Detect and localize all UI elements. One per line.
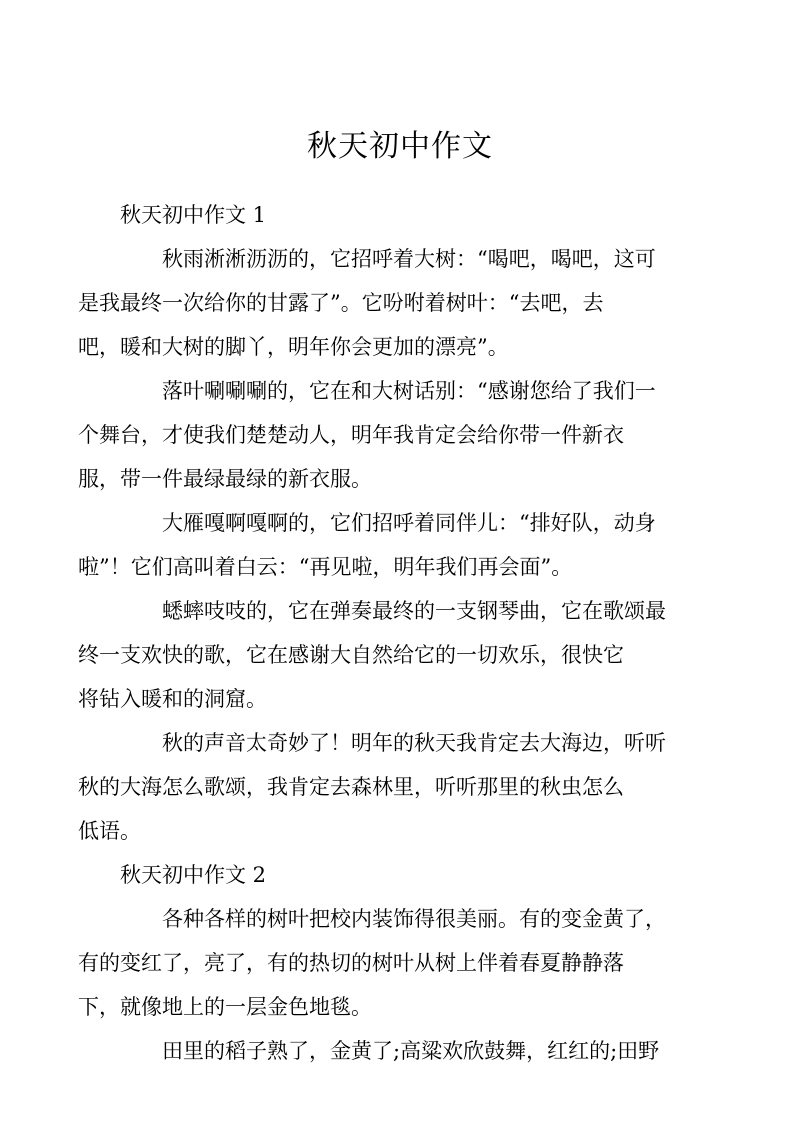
text-line: 终一支欢快的歌，它在感谢大自然给它的一切欢乐，很快它 bbox=[78, 643, 624, 667]
document-body bbox=[78, 193, 680, 1073]
paragraph bbox=[78, 589, 680, 721]
document-title: 秋天初中作文 bbox=[307, 129, 493, 164]
text-line: 秋的声音太奇妙了！明年的秋天我肯定去大海边，听听 bbox=[162, 731, 666, 755]
text-line: 吧，暖和大树的脚丫，明年你会更加的漂亮”。 bbox=[78, 335, 509, 359]
paragraph bbox=[78, 237, 680, 369]
text-line: 落叶唰唰唰的，它在和大树话别：“感谢您给了我们一 bbox=[162, 379, 656, 403]
text-line: 是我最终一次给你的甘露了”。它吩咐着树叶：“去吧，去 bbox=[78, 291, 604, 315]
section-2 bbox=[78, 853, 680, 1073]
section-heading: 秋天初中作文 2 bbox=[120, 863, 267, 887]
text-line: 低语。 bbox=[78, 819, 141, 843]
paragraph bbox=[78, 501, 680, 589]
text-line: 个舞台，才使我们楚楚动人，明年我肯定会给你带一件新衣 bbox=[78, 423, 624, 447]
text-line: 田里的稻子熟了，金黄了;高粱欢欣鼓舞，红红的;田野 bbox=[162, 1039, 660, 1063]
text-line: 各种各样的树叶把校内装饰得很美丽。有的变金黄了， bbox=[162, 907, 666, 931]
text-line: 蟋蟀吱吱的，它在弹奏最终的一支钢琴曲，它在歌颂最 bbox=[162, 599, 666, 623]
text-line: 啦”！它们高叫着白云：“再见啦，明年我们再会面”。 bbox=[78, 555, 573, 579]
paragraph bbox=[120, 1029, 680, 1073]
text-line: 下，就像地上的一层金色地毯。 bbox=[78, 995, 372, 1019]
section-heading: 秋天初中作文 1 bbox=[120, 203, 267, 227]
paragraph bbox=[78, 369, 680, 501]
text-line: 有的变红了，亮了，有的热切的树叶从树上伴着春夏静静落 bbox=[78, 951, 624, 975]
text-line: 秋的大海怎么歌颂，我肯定去森林里，听听那里的秋虫怎么 bbox=[78, 775, 624, 799]
text-line: 将钻入暖和的洞窟。 bbox=[78, 687, 267, 711]
paragraph bbox=[78, 897, 680, 1029]
text-line: 服，带一件最绿最绿的新衣服。 bbox=[78, 467, 372, 491]
text-line: 秋雨淅淅沥沥的，它招呼着大树：“喝吧，喝吧，这可 bbox=[162, 247, 656, 271]
paragraph bbox=[78, 721, 680, 853]
section-1 bbox=[78, 193, 680, 853]
text-line: 大雁嘎啊嘎啊的，它们招呼着同伴儿：“排好队，动身 bbox=[162, 511, 656, 535]
